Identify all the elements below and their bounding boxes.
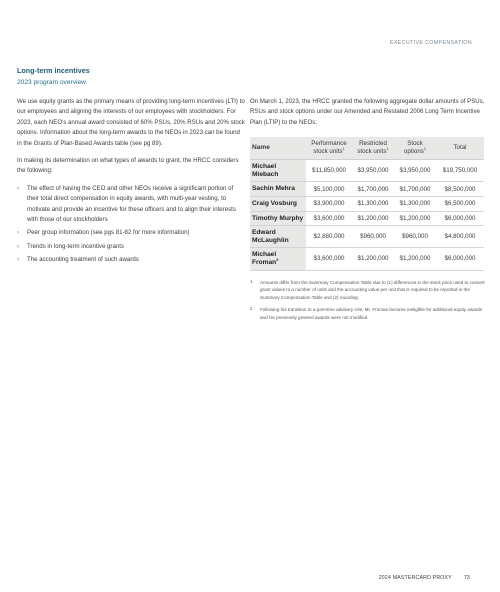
table-row (250, 248, 484, 270)
list-item: › Peer group information (see pgs 81-82 for more information) (17, 228, 245, 238)
total-value: $8,500,000 (436, 182, 484, 197)
neo-name: Michael Miebach (250, 160, 306, 182)
neo-name: Craig Vosburg (250, 197, 306, 212)
page-footer (379, 575, 470, 581)
rsu-value: $1,700,000 (352, 182, 394, 197)
table-row (250, 182, 484, 197)
psu-value: $3,900,000 (306, 197, 352, 212)
options-value: $3,950,000 (394, 160, 436, 182)
page-number: 73 (463, 575, 470, 581)
table-row (250, 212, 484, 227)
table-row (250, 226, 484, 248)
options-value: $960,000 (394, 226, 436, 248)
section-title: Long-term incentives (17, 66, 90, 75)
psu-value: $2,880,000 (306, 226, 352, 248)
chevron-right-icon: › (17, 229, 20, 237)
col-header-total: Total (436, 137, 484, 160)
rsu-value: $1,200,000 (352, 212, 394, 227)
neo-name: Michael Froman$^2$ (250, 248, 306, 270)
considerations-list (17, 184, 245, 266)
chevron-right-icon: › (17, 242, 20, 250)
psu-value: $11,850,000 (306, 160, 352, 182)
psu-value: $5,100,000 (306, 182, 352, 197)
table-row (250, 160, 484, 182)
col-header-options: Stock options$^1$ (394, 137, 436, 160)
list-item: › The accounting treatment of such awards (17, 255, 245, 265)
rsu-value: $960,000 (352, 226, 394, 248)
grants-table (250, 137, 484, 270)
neo-name: Sachin Mehra (250, 182, 306, 197)
col-header-psu: Performance stock units$^1$ (306, 137, 352, 160)
col-header-rsu: Restricted stock units$^1$ (352, 137, 394, 160)
total-value: $6,000,000 (436, 212, 484, 227)
neo-name: Edward McLaughlin (250, 226, 306, 248)
hrcc-considerations-paragraph: In making its determination on what types of awards to grant, the HRCC considers the following: (17, 157, 239, 175)
total-value: $6,000,000 (436, 248, 484, 270)
document-name: 2024 MASTERCARD PROXY (378, 575, 452, 581)
total-value: $6,500,000 (436, 197, 484, 212)
rsu-value: $1,200,000 (352, 248, 394, 270)
total-value: $4,800,000 (436, 226, 484, 248)
footnote: 2 Following his transition to a part-time advisory role, Mr. Froman became ineligible for additional equity awards and his previously granted awards were not modified. (250, 306, 483, 320)
section-subtitle: 2023 program overview (17, 79, 86, 86)
table-header-row (250, 137, 484, 160)
footnote: 1 Amounts differ from the Summary Compensation Table due to (1) differences in the stock price used to convert grant values to a number of units and the accounting value per unit that is required to be reported in the Summary Compensation Table and (2) rounding. (250, 278, 485, 300)
grant-intro-paragraph: On March 1, 2023, the HRCC granted the following aggregate dollar amounts of PSUs, RSUs and stock options under our Amended and Restated 2006 Long Term Incentive Plan (LTIP) to the NEOs: (250, 98, 485, 126)
total-value: $19,750,000 (436, 160, 484, 182)
lti-overview-paragraph: We use equity grants as the primary means of providing long-term incentives (LTI) to our employees and aligning the interests of our employees with stockholders. For 2023, each NEO’s annual award consisted of 60% PSUs, 20% RSUs and 20% stock options. Information about the long-term awards to the NEOs in 2023 can be found in the Grants of Plan-Based Awards table (see pg 89). (17, 98, 245, 147)
chevron-right-icon: › (17, 184, 20, 192)
psu-value: $3,600,000 (306, 212, 352, 227)
chevron-right-icon: › (17, 256, 20, 264)
list-item: › The effect of having the CEO and other NEOs receive a significant portion of their total direct compensation in equity awards, with multi-year vesting, to motivate and provide an incentive for these officers and to align their interests with those of our stockholders (17, 184, 236, 224)
options-value: $1,700,000 (394, 182, 436, 197)
neo-name: Timothy Murphy (250, 212, 306, 227)
options-value: $1,200,000 (394, 212, 436, 227)
options-value: $1,200,000 (394, 248, 436, 270)
psu-value: $3,600,000 (306, 248, 352, 270)
rsu-value: $3,950,000 (352, 160, 394, 182)
col-header-name: Name (250, 137, 306, 160)
left-column (17, 97, 245, 269)
rsu-value: $1,300,000 (352, 197, 394, 212)
options-value: $1,300,000 (394, 197, 436, 212)
table-row (250, 197, 484, 212)
footnotes (250, 279, 487, 322)
right-column (250, 97, 487, 327)
list-item: › Trends in long-term incentive grants (17, 242, 245, 252)
section-header: EXECUTIVE COMPENSATION (390, 40, 472, 46)
